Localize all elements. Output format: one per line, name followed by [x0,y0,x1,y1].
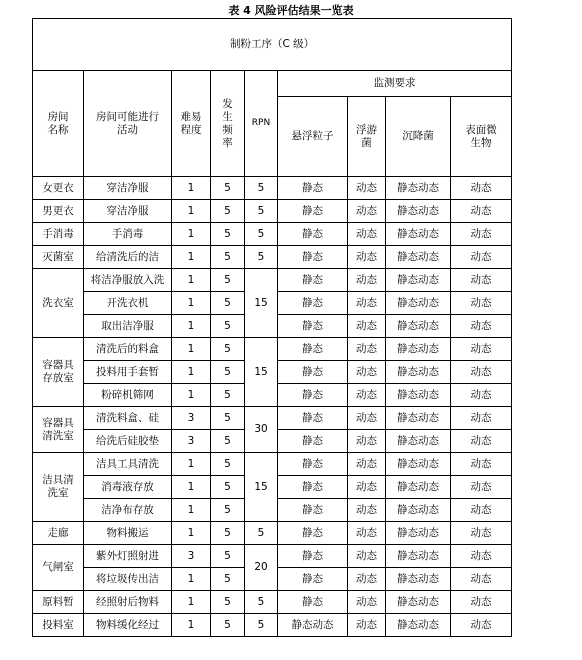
header-monitoring: 监测要求 [278,71,512,97]
floating-bacteria: 动态 [348,476,386,499]
airborne-particles: 静态 [278,407,348,430]
settling-bacteria: 静态动态 [386,200,451,223]
settling-bacteria: 静态动态 [386,292,451,315]
difficulty: 3 [172,545,211,568]
header-room: 房间 名称 [33,71,84,177]
airborne-particles: 静态 [278,545,348,568]
frequency: 5 [211,476,245,499]
activity: 粉碎机筛网 [84,384,172,407]
frequency: 5 [211,269,245,292]
rpn: 5 [245,223,278,246]
airborne-particles: 静态 [278,223,348,246]
room-name: 洁具清 洗室 [33,453,84,522]
table-row [33,200,512,223]
header-floating-bacteria: 浮游 菌 [348,97,386,177]
room-name: 男更衣 [33,200,84,223]
difficulty: 1 [172,315,211,338]
rpn: 5 [245,591,278,614]
activity: 给洗后硅胶垫 [84,430,172,453]
surface-microbes: 动态 [451,614,512,637]
floating-bacteria: 动态 [348,292,386,315]
settling-bacteria: 静态动态 [386,545,451,568]
surface-microbes: 动态 [451,200,512,223]
floating-bacteria: 动态 [348,614,386,637]
floating-bacteria: 动态 [348,361,386,384]
difficulty: 1 [172,246,211,269]
activity: 穿洁净服 [84,177,172,200]
frequency: 5 [211,177,245,200]
frequency: 5 [211,223,245,246]
floating-bacteria: 动态 [348,453,386,476]
rpn: 20 [245,545,278,591]
activity: 物料缓化经过 [84,614,172,637]
settling-bacteria: 静态动态 [386,522,451,545]
floating-bacteria: 动态 [348,384,386,407]
airborne-particles: 静态 [278,361,348,384]
floating-bacteria: 动态 [348,430,386,453]
table-row [33,522,512,545]
airborne-particles: 静态 [278,453,348,476]
frequency: 5 [211,430,245,453]
difficulty: 1 [172,591,211,614]
floating-bacteria: 动态 [348,407,386,430]
activity: 经照射后物料 [84,591,172,614]
settling-bacteria: 静态动态 [386,177,451,200]
difficulty: 3 [172,407,211,430]
surface-microbes: 动态 [451,292,512,315]
floating-bacteria: 动态 [348,223,386,246]
rpn: 5 [245,177,278,200]
airborne-particles: 静态 [278,430,348,453]
room-name: 容器具 存放室 [33,338,84,407]
surface-microbes: 动态 [451,315,512,338]
settling-bacteria: 静态动态 [386,614,451,637]
airborne-particles: 静态动态 [278,614,348,637]
activity: 将洁净服放入洗 [84,269,172,292]
rpn: 5 [245,246,278,269]
surface-microbes: 动态 [451,476,512,499]
room-name: 原料暂 [33,591,84,614]
room-name: 容器具 清洗室 [33,407,84,453]
table-row [33,453,512,476]
airborne-particles: 静态 [278,292,348,315]
activity: 紫外灯照射进 [84,545,172,568]
header-surface-microbes: 表面微 生物 [451,97,512,177]
settling-bacteria: 静态动态 [386,384,451,407]
floating-bacteria: 动态 [348,568,386,591]
difficulty: 1 [172,568,211,591]
frequency: 5 [211,361,245,384]
difficulty: 1 [172,361,211,384]
floating-bacteria: 动态 [348,591,386,614]
surface-microbes: 动态 [451,545,512,568]
settling-bacteria: 静态动态 [386,269,451,292]
rpn: 15 [245,338,278,407]
activity: 洁具工具清洗 [84,453,172,476]
header-difficulty: 难易 程度 [172,71,211,177]
settling-bacteria: 静态动态 [386,315,451,338]
frequency: 5 [211,591,245,614]
section-title: 制粉工序（C 级） [33,19,512,71]
frequency: 5 [211,614,245,637]
activity: 消毒液存放 [84,476,172,499]
floating-bacteria: 动态 [348,522,386,545]
activity: 开洗衣机 [84,292,172,315]
rpn: 15 [245,269,278,338]
floating-bacteria: 动态 [348,200,386,223]
frequency: 5 [211,384,245,407]
surface-microbes: 动态 [451,269,512,292]
frequency: 5 [211,522,245,545]
surface-microbes: 动态 [451,591,512,614]
difficulty: 1 [172,338,211,361]
table-row [33,177,512,200]
floating-bacteria: 动态 [348,545,386,568]
settling-bacteria: 静态动态 [386,476,451,499]
floating-bacteria: 动态 [348,269,386,292]
surface-microbes: 动态 [451,453,512,476]
table-caption: 表 4 风险评估结果一览表 [228,4,354,17]
table-row [33,246,512,269]
difficulty: 1 [172,292,211,315]
table-row [33,407,512,430]
airborne-particles: 静态 [278,522,348,545]
activity: 将垃圾传出洁 [84,568,172,591]
rpn: 30 [245,407,278,453]
activity: 洁净布存放 [84,499,172,522]
settling-bacteria: 静态动态 [386,430,451,453]
surface-microbes: 动态 [451,361,512,384]
rpn: 5 [245,522,278,545]
airborne-particles: 静态 [278,568,348,591]
difficulty: 1 [172,269,211,292]
airborne-particles: 静态 [278,476,348,499]
room-name: 走廊 [33,522,84,545]
difficulty: 1 [172,499,211,522]
room-name: 女更衣 [33,177,84,200]
frequency: 5 [211,568,245,591]
airborne-particles: 静态 [278,591,348,614]
airborne-particles: 静态 [278,315,348,338]
floating-bacteria: 动态 [348,338,386,361]
header-activity: 房间可能进行 活动 [84,71,172,177]
frequency: 5 [211,338,245,361]
airborne-particles: 静态 [278,200,348,223]
settling-bacteria: 静态动态 [386,246,451,269]
surface-microbes: 动态 [451,246,512,269]
settling-bacteria: 静态动态 [386,453,451,476]
airborne-particles: 静态 [278,269,348,292]
settling-bacteria: 静态动态 [386,499,451,522]
surface-microbes: 动态 [451,430,512,453]
settling-bacteria: 静态动态 [386,568,451,591]
difficulty: 1 [172,384,211,407]
activity: 投料用手套暂 [84,361,172,384]
activity: 物料搬运 [84,522,172,545]
floating-bacteria: 动态 [348,177,386,200]
rpn: 15 [245,453,278,522]
difficulty: 1 [172,177,211,200]
frequency: 5 [211,499,245,522]
settling-bacteria: 静态动态 [386,361,451,384]
difficulty: 3 [172,430,211,453]
table-row [33,614,512,637]
settling-bacteria: 静态动态 [386,591,451,614]
frequency: 5 [211,246,245,269]
rpn: 5 [245,614,278,637]
difficulty: 1 [172,476,211,499]
airborne-particles: 静态 [278,246,348,269]
header-settling-bacteria: 沉降菌 [386,97,451,177]
surface-microbes: 动态 [451,568,512,591]
rpn: 5 [245,200,278,223]
settling-bacteria: 静态动态 [386,223,451,246]
table-row [33,591,512,614]
activity: 手消毒 [84,223,172,246]
activity: 清洗料盒、硅 [84,407,172,430]
surface-microbes: 动态 [451,338,512,361]
difficulty: 1 [172,522,211,545]
settling-bacteria: 静态动态 [386,338,451,361]
frequency: 5 [211,453,245,476]
airborne-particles: 静态 [278,338,348,361]
surface-microbes: 动态 [451,522,512,545]
airborne-particles: 静态 [278,499,348,522]
difficulty: 1 [172,223,211,246]
frequency: 5 [211,545,245,568]
difficulty: 1 [172,614,211,637]
frequency: 5 [211,200,245,223]
table-row [33,545,512,568]
table-row [33,338,512,361]
room-name: 洗衣室 [33,269,84,338]
table-row [33,223,512,246]
activity: 取出洁净服 [84,315,172,338]
surface-microbes: 动态 [451,177,512,200]
frequency: 5 [211,315,245,338]
table-row [33,269,512,292]
difficulty: 1 [172,453,211,476]
surface-microbes: 动态 [451,223,512,246]
activity: 给清洗后的洁 [84,246,172,269]
activity: 穿洁净服 [84,200,172,223]
settling-bacteria: 静态动态 [386,407,451,430]
room-name: 气闸室 [33,545,84,591]
frequency: 5 [211,407,245,430]
room-name: 灭菌室 [33,246,84,269]
floating-bacteria: 动态 [348,246,386,269]
surface-microbes: 动态 [451,407,512,430]
header-frequency: 发 生 频 率 [211,71,245,177]
risk-assessment-table [32,18,512,637]
surface-microbes: 动态 [451,499,512,522]
floating-bacteria: 动态 [348,315,386,338]
room-name: 投料室 [33,614,84,637]
surface-microbes: 动态 [451,384,512,407]
header-rpn: RPN [245,71,278,177]
activity: 清洗后的料盒 [84,338,172,361]
room-name: 手消毒 [33,223,84,246]
frequency: 5 [211,292,245,315]
floating-bacteria: 动态 [348,499,386,522]
airborne-particles: 静态 [278,177,348,200]
header-airborne-particles: 悬浮粒子 [278,97,348,177]
difficulty: 1 [172,200,211,223]
airborne-particles: 静态 [278,384,348,407]
